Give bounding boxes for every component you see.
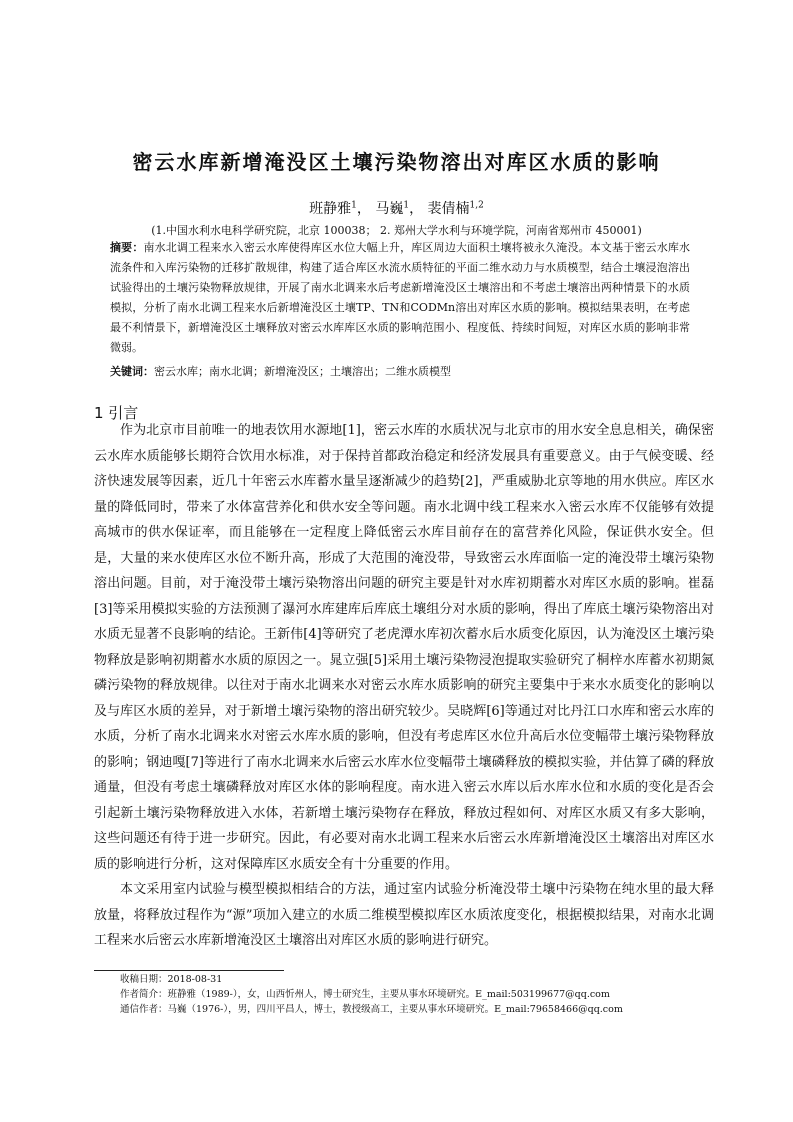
keywords xyxy=(110,362,690,382)
author-separator: ， xyxy=(409,201,424,217)
body-paragraph: 作为北京市目前唯一的地表饮用水源地[1]，密云水库的水质状况与北京市的用水安全息息相关，确保密云水库水质能够长期符合饮用水标准，对于保持首都政治稳定和经济发展具有重要意义。由于气候变暖、经济快速发展等因素，近几十年密云水库蓄水量呈逐渐减少的趋势[2]，严重威胁北京等地的用水供应。库区水量的降低同时，带来了水体富营养化和供水安全等问题。南水北调中线工程来水入密云水库不仅能够有效提高城市的供水保证率，而且能够在一定程度上降低密云水库目前存在的富营养化风险，保证供水安全。但是，大量的来水使库区水位不断升高，形成了大范围的淹没带，导致密云水库面临一定的淹没带土壤污染物溶出问题。目前，对于淹没带土壤污染物溶出问题的研究主要是针对水库初期蓄水对库区水质的影响。崔磊[3]等采用模拟实验的方法预测了瀑河水库建库后库底土壤组分对水质的影响，得出了库底土壤污染物溶出对水质无显著不良影响的结论。王新伟[4]等研究了老虎潭水库初次蓄水后水质变化原因，认为淹没区土壤污染物释放是影响初期蓄水水质的原因之一。晁立强[5]采用土壤污染物浸泡提取实验研究了桐梓水库蓄水初期氮磷污染物的释放规律。以往对于南水北调来水对密云水库水质影响的研究主要集中于来水水质变化的影响以及与库区水质的差异，对于新增土壤污染物的溶出研究较少。吴晓辉[6]等通过对比丹江口水库和密云水库的水质，分析了南水北调来水对密云水库水质的影响，但没有考虑库区水位升高后水位变幅带土壤污染物释放的影响；钢迪嘎[7]等进行了南水北调来水后密云水库水位变幅带土壤磷释放的模拟实验，并估算了磷的释放通量，但没有考虑土壤磷释放对库区水体的影响程度。南水进入密云水库以后水库水位和水质的变化是否会引起新土壤污染物释放进入水体，若新增土壤污染物存在释放，释放过程如何、对库区水质又有多大影响，这些问题还有待于进一步研究。因此，有必要对南水北调工程来水后密云水库新增淹没区土壤溶出对库区水质的影响进行分析，这对保障库区水质安全有十分重要的作用。 xyxy=(94,423,714,872)
paper-title: 密云水库新增淹没区土壤污染物溶出对库区水质的影响 xyxy=(132,150,661,174)
author-affiliation-mark: 1,2 xyxy=(469,200,484,211)
body-text xyxy=(94,418,714,954)
body-paragraph: 本文采用室内试验与模型模拟相结合的方法，通过室内试验分析淹没带土壤中污染物在纯水里的最大释放量，将释放过程作为“源”项加入建立的水质二维模型模拟库区水质浓度变化，根据模拟结果，对南水北调工程来水后密云水库新增淹没区土壤溶出对库区水质的影响进行研究。 xyxy=(94,882,714,948)
footnote-corresponding-author: 通信作者：马巍（1976-），男，四川平昌人，博士，教授级高工，主要从事水环境研究。E_mail:79658466@qq.com xyxy=(120,1004,623,1015)
author-name: 马巍 xyxy=(375,201,404,217)
section-heading: 1 引言 xyxy=(94,404,139,422)
affiliation: (1.中国水利水电科学研究院，北京 100038； 2. 郑州大学水利与环境学院，河南省郑州市 450001) xyxy=(151,224,642,237)
footnote-received-date: 收稿日期：2018-08-31 xyxy=(120,974,223,985)
author-affiliation-mark: 1 xyxy=(351,200,357,211)
abstract-label: 摘要： xyxy=(110,241,144,254)
author-affiliation-mark: 1 xyxy=(403,200,410,211)
author-name: 裴倩楠 xyxy=(427,201,470,217)
abstract-text: 南水北调工程来水入密云水库使得库区水位大幅上升，库区周边大面积土壤将被永久淹没。本文基于密云水库水流条件和入库污染物的迁移扩散规律，构建了适合库区水流水质特征的平面二维水动力与水质模型，结合土壤浸泡溶出试验得出的土壤污染物释放规律，开展了南水北调来水后考虑新增淹没区土壤溶出和不考虑土壤溶出两种情景下的水质模拟，分析了南水北调工程来水后新增淹没区土壤TP、TN和CODMn溶出对库区水质的影响。模拟结果表明，在考虑最不利情景下，新增淹没区土壤释放对密云水库库区水质的影响范围小、程度低、持续时间短，对库区水质的影响非常微弱。 xyxy=(110,241,691,354)
footnote-author-bio: 作者简介：班静雅（1989-），女，山西忻州人，博士研究生，主要从事水环境研究。E_mail:503199677@qq.com xyxy=(120,989,610,1000)
footnote-divider xyxy=(94,970,284,971)
keywords-text: 密云水库；南水北调；新增淹没区；土壤溶出；二维水质模型 xyxy=(154,365,451,378)
author-name: 班静雅 xyxy=(309,201,352,217)
author-list xyxy=(0,198,793,218)
abstract xyxy=(110,238,690,358)
author-separator: ， xyxy=(356,201,371,217)
footnotes xyxy=(120,972,740,1017)
keywords-label: 关键词： xyxy=(110,365,154,378)
